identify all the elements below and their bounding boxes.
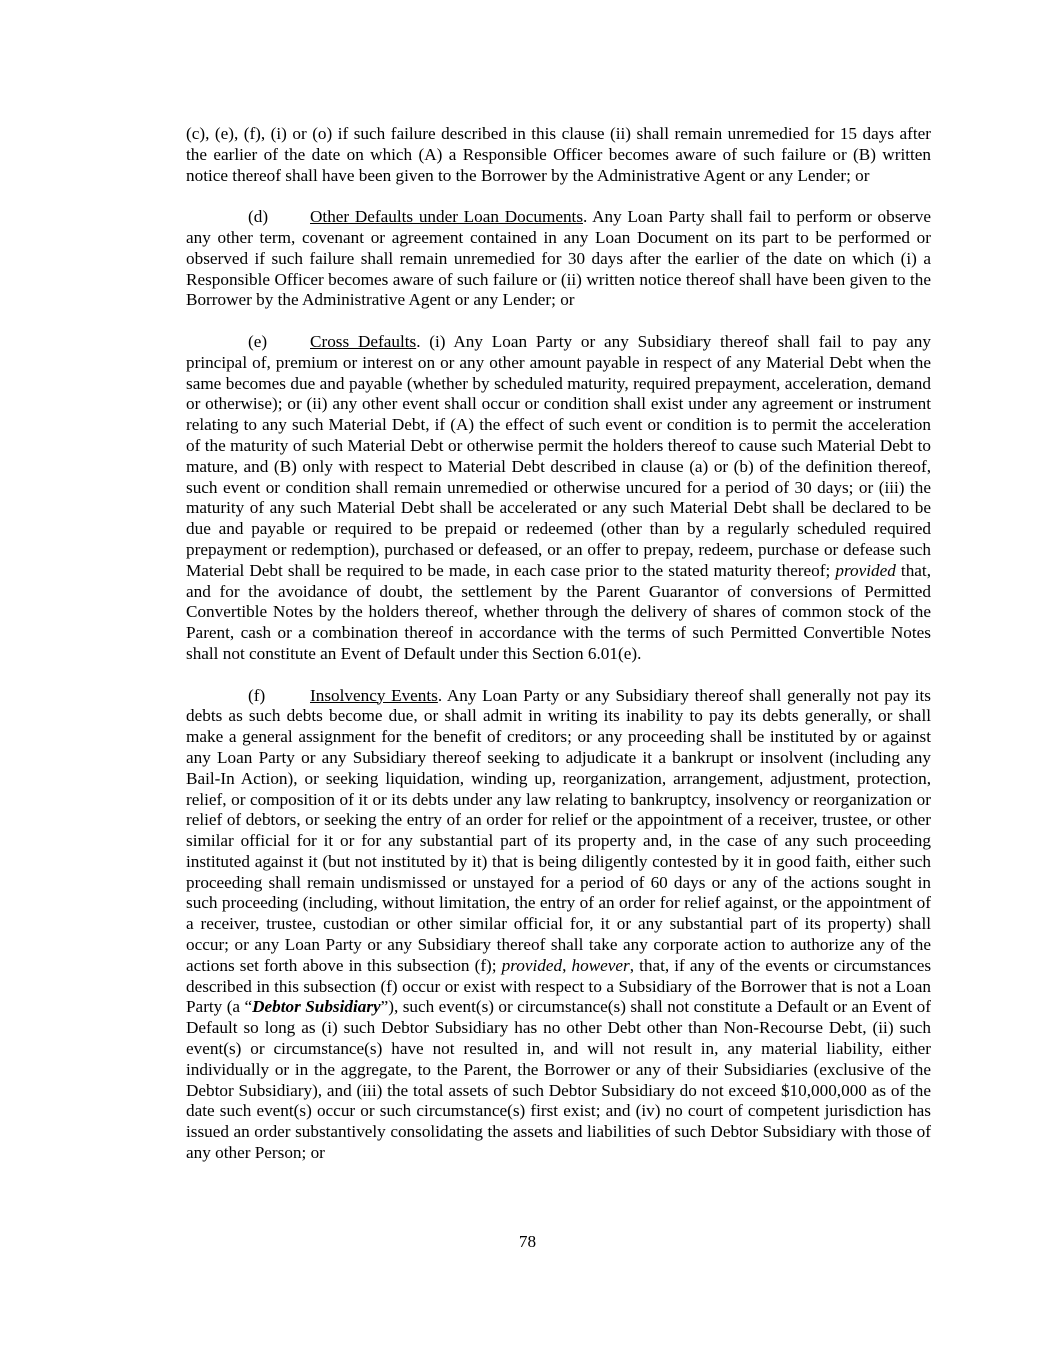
section-f-text-part3: ”), such event(s) or circumstance(s) shall not constitute a Default or an Event of Default so long as (i) such Debtor Subsidiary has no other Debt other than Non-Recourse Debt, (ii) such event(s) or circumstance(s) have not resulted in, and will not result in, any material liability, either individually or in the aggregate, to the Parent, the Borrower or any of their Subsidiaries (exclusive of the Debtor Subsidiary), and (iii) the total assets of such Debtor Subsidiary do not exceed $10,000,000 as of the date such event(s) occur or such circumstance(s) first exist; and (iv) no court of competent jurisdiction has issued an order substantively consolidating the assets and liabilities of such Debtor Subsidiary with those of any other Person; or — [186, 997, 931, 1163]
section-e-text: . (i) Any Loan Party or any Subsidiary thereof shall fail to pay any principal of, premium or interest on or any other amount payable in respect of any Material Debt when the same becomes due and payable (whether by scheduled maturity, required prepayment, acceleration, demand or otherwise); or (ii) any other event shall occur or condition shall exist under any agreement or instrument relating to any such Material Debt, if (A) the effect of such event or condition is to permit the acceleration of the maturity of such Material Debt or otherwise permit the holders thereof to cause such Material Debt to mature, and (B) only with respect to Material Debt described in clause (a) or (b) of the definition thereof, such event or condition shall remain unremedied or otherwise uncured for a period of 30 days; or (iii) the maturity of any such Material Debt shall be accelerated or any such Material Debt shall be declared to be due and payable or required to be prepaid or redeemed (other than by a regularly scheduled required prepayment or redemption), purchased or defeased, or an offer to prepay, redeem, purchase or defease such Material Debt shall be required to be made, in each case prior to the stated maturity thereof; — [186, 331, 931, 580]
section-e-proviso: provided — [835, 560, 896, 580]
section-d-number: (d) — [248, 207, 269, 227]
section-f-proviso: provided — [501, 955, 563, 975]
section-e-number: (e) — [248, 331, 268, 351]
section-e-heading: Cross Defaults — [310, 331, 417, 351]
section-f-text-part2: , that, if any of the events or circumstances described in this subsection (f) occur or exist with respect to a Subsidiary of the Borrower that is not a Loan Party (a “ — [186, 955, 932, 1017]
section-f-number: (f) — [248, 685, 266, 705]
paragraph-section-e — [186, 332, 931, 665]
document-body — [186, 124, 931, 1185]
section-d-heading: Other Defaults under Loan Documents — [310, 207, 584, 227]
section-f-text-part1: . Any Loan Party or any Subsidiary thereof shall generally not pay its debts as such debts become due, or shall admit in writing its inability to pay its debts generally, or shall make a general assignment for the benefit of creditors; or any proceeding shall be instituted by or against any Loan Party or any Subsidiary thereof seeking to adjudicate it a bankrupt or insolvent (including any Bail-In Action), or seeking liquidation, winding up, reorganization, arrangement, adjustment, protection, relief, or composition of it or its debts under any law relating to bankruptcy, insolvency or reorganization or relief of debtors, or seeking the entry of an order for relief or the appointment of a receiver, trustee, or other similar official for it or for any substantial part of its property and, in the case of any such proceeding instituted against it (but not instituted by it) that is being diligently contested by it in good faith, either such proceeding shall remain undismissed or unstayed for a period of 60 days or any of the actions sought in such proceeding (including, without limitation, the entry of an order for relief against, or the appointment of a receiver, trustee, custodian or other similar official for, it or any substantial part of its property) shall occur; or any Loan Party or any Subsidiary thereof shall take any corporate action to authorize any of the actions set forth above in this subsection (f); — [186, 685, 931, 975]
page-number: 78 — [518, 1232, 537, 1251]
paragraph-section-d — [186, 207, 931, 311]
section-e-text-after-proviso: that, and for the avoidance of doubt, the settlement by the Parent Guarantor of conversions of Permitted Convertible Notes by the holders thereof, whether through the delivery of shares of common stock of the Parent, cash or a combination thereof in accordance with the terms of such Permitted Convertible Notes shall not constitute an Event of Default under this Section 6.01(e). — [186, 560, 931, 663]
section-d-text: . Any Loan Party shall fail to perform or observe any other term, covenant or agreement contained in any Loan Document on its part to be performed or observed if such failure shall remain unremedied for 30 days after the earlier of the date on which (i) a Responsible Officer becomes aware of such failure or (ii) written notice thereof shall have been given to the Borrower by the Administrative Agent or any Lender; or — [186, 207, 931, 310]
paragraph-section-f — [186, 686, 931, 1164]
section-f-comma: , — [562, 955, 572, 975]
section-f-heading: Insolvency Events — [310, 685, 438, 705]
section-f-however: however — [571, 955, 630, 975]
paragraph-continuation — [186, 124, 931, 186]
defined-term-debtor-subsidiary: Debtor Subsidiary — [252, 997, 381, 1017]
continuation-text: (c), (e), (f), (i) or (o) if such failure described in this clause (ii) shall remain unremedied for 15 days after the earlier of the date on which (A) a Responsible Officer becomes aware of such failure or (B) written notice thereof shall have been given to the Borrower by the Administrative Agent or any Lender; or — [186, 124, 931, 185]
